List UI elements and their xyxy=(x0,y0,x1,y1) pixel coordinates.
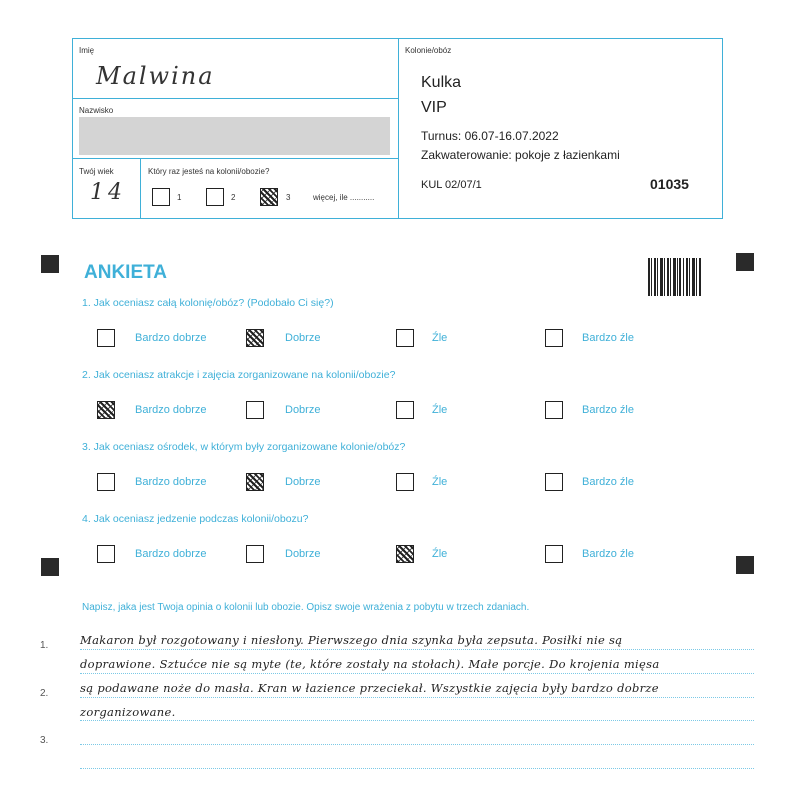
q1-option-bardzo-zle: Bardzo źle xyxy=(582,332,634,344)
wiecej-label: więcej, ile ........... xyxy=(313,193,375,202)
q4-option-zle: Źle xyxy=(432,548,448,560)
handwritten-line-1[interactable]: Makaron był rozgotowany i niesłony. Pierwszego dnia szynka była zepsuta. Posiłki nie są xyxy=(80,633,623,647)
writing-line xyxy=(80,649,754,650)
writing-line xyxy=(80,720,754,721)
question-4: 4. Jak oceniasz jedzenie podczas kolonii/obozu? xyxy=(82,513,309,525)
q3-option-bardzo-zle: Bardzo źle xyxy=(582,476,634,488)
nazwisko-label: Nazwisko xyxy=(79,106,114,115)
q3-option-dobrze: Dobrze xyxy=(285,476,321,488)
q2-checkbox-bardzo-zle[interactable] xyxy=(545,401,563,419)
kolonia-type: VIP xyxy=(421,99,447,116)
q4-checkbox-zle[interactable] xyxy=(396,545,414,563)
registration-mark-bottom-right xyxy=(736,556,754,574)
q2-checkbox-bardzo-dobrze[interactable] xyxy=(97,401,115,419)
ktory-raz-checkbox-3[interactable] xyxy=(260,188,278,206)
writing-line xyxy=(80,673,754,674)
ktory-raz-label: Który raz jesteś na kolonii/obozie? xyxy=(148,167,270,176)
registration-mark-top-left xyxy=(41,255,59,273)
q2-option-bardzo-dobrze: Bardzo dobrze xyxy=(135,404,207,416)
header-divider-1 xyxy=(72,98,399,99)
question-3: 3. Jak oceniasz ośrodek, w którym były zorganizowane kolonie/obóz? xyxy=(82,441,406,453)
q4-checkbox-bardzo-dobrze[interactable] xyxy=(97,545,115,563)
q4-checkbox-bardzo-zle[interactable] xyxy=(545,545,563,563)
ktory-raz-option-3: 3 xyxy=(286,193,291,202)
q3-option-zle: Źle xyxy=(432,476,448,488)
handwritten-line-3[interactable]: są podawane noże do masła. Kran w łazience przeciekał. Wszystkie zajęcia były bardzo dobrze xyxy=(80,681,659,695)
writing-line xyxy=(80,697,754,698)
q1-checkbox-dobrze[interactable] xyxy=(246,329,264,347)
line-number-2: 2. xyxy=(40,688,49,699)
writing-line xyxy=(80,744,754,745)
form-number: 01035 xyxy=(650,176,689,192)
header-divider-3 xyxy=(140,158,141,219)
line-number-3: 3. xyxy=(40,735,49,746)
q2-option-bardzo-zle: Bardzo źle xyxy=(582,404,634,416)
q3-checkbox-bardzo-dobrze[interactable] xyxy=(97,473,115,491)
q1-option-dobrze: Dobrze xyxy=(285,332,321,344)
header-divider-2 xyxy=(72,158,399,159)
line-number-1: 1. xyxy=(40,640,49,651)
q2-option-dobrze: Dobrze xyxy=(285,404,321,416)
imie-label: Imię xyxy=(79,46,95,55)
registration-mark-bottom-left xyxy=(41,558,59,576)
q3-checkbox-dobrze[interactable] xyxy=(246,473,264,491)
q2-option-zle: Źle xyxy=(432,404,448,416)
q3-option-bardzo-dobrze: Bardzo dobrze xyxy=(135,476,207,488)
wiek-label: Twój wiek xyxy=(79,167,114,176)
q1-option-bardzo-dobrze: Bardzo dobrze xyxy=(135,332,207,344)
handwritten-line-2[interactable]: doprawione. Sztućce nie są myte (te, które zostały na stołach). Małe porcje. Do krojenia mięsa xyxy=(80,657,660,671)
q4-option-dobrze: Dobrze xyxy=(285,548,321,560)
ktory-raz-option-1: 1 xyxy=(177,193,182,202)
wiek-value[interactable]: 14 xyxy=(90,180,126,205)
nazwisko-redacted xyxy=(79,117,390,155)
registration-mark-top-right xyxy=(736,253,754,271)
ktory-raz-checkbox-2[interactable] xyxy=(206,188,224,206)
question-1: 1. Jak oceniasz całą kolonię/obóz? (Podobało Ci się?) xyxy=(82,297,334,309)
turnus: Turnus: 06.07-16.07.2022 xyxy=(421,129,559,143)
kolonia-label: Kolonie/obóz xyxy=(405,46,452,55)
opinion-prompt: Napisz, jaka jest Twoja opinia o kolonii lub obozie. Opisz swoje wrażenia z pobytu w trzech zdaniach. xyxy=(82,602,530,613)
q4-option-bardzo-dobrze: Bardzo dobrze xyxy=(135,548,207,560)
q1-checkbox-zle[interactable] xyxy=(396,329,414,347)
q3-checkbox-bardzo-zle[interactable] xyxy=(545,473,563,491)
header-divider-vertical xyxy=(398,38,399,219)
q2-checkbox-dobrze[interactable] xyxy=(246,401,264,419)
q1-checkbox-bardzo-zle[interactable] xyxy=(545,329,563,347)
kolonia-code: KUL 02/07/1 xyxy=(421,179,482,191)
q1-checkbox-bardzo-dobrze[interactable] xyxy=(97,329,115,347)
writing-line xyxy=(80,768,754,769)
survey-title: ANKIETA xyxy=(84,262,168,283)
ktory-raz-option-2: 2 xyxy=(231,193,236,202)
kolonia-name: Kulka xyxy=(421,74,462,91)
q3-checkbox-zle[interactable] xyxy=(396,473,414,491)
q4-checkbox-dobrze[interactable] xyxy=(246,545,264,563)
handwritten-line-4[interactable]: zorganizowane. xyxy=(80,705,176,719)
barcode xyxy=(648,258,702,296)
q1-option-zle: Źle xyxy=(432,332,448,344)
q4-option-bardzo-zle: Bardzo źle xyxy=(582,548,634,560)
ktory-raz-checkbox-1[interactable] xyxy=(152,188,170,206)
question-2: 2. Jak oceniasz atrakcje i zajęcia zorganizowane na kolonii/obozie? xyxy=(82,369,396,381)
q2-checkbox-zle[interactable] xyxy=(396,401,414,419)
imie-value[interactable]: Malwina xyxy=(96,62,215,90)
zakwaterowanie: Zakwaterowanie: pokoje z łazienkami xyxy=(421,148,620,162)
